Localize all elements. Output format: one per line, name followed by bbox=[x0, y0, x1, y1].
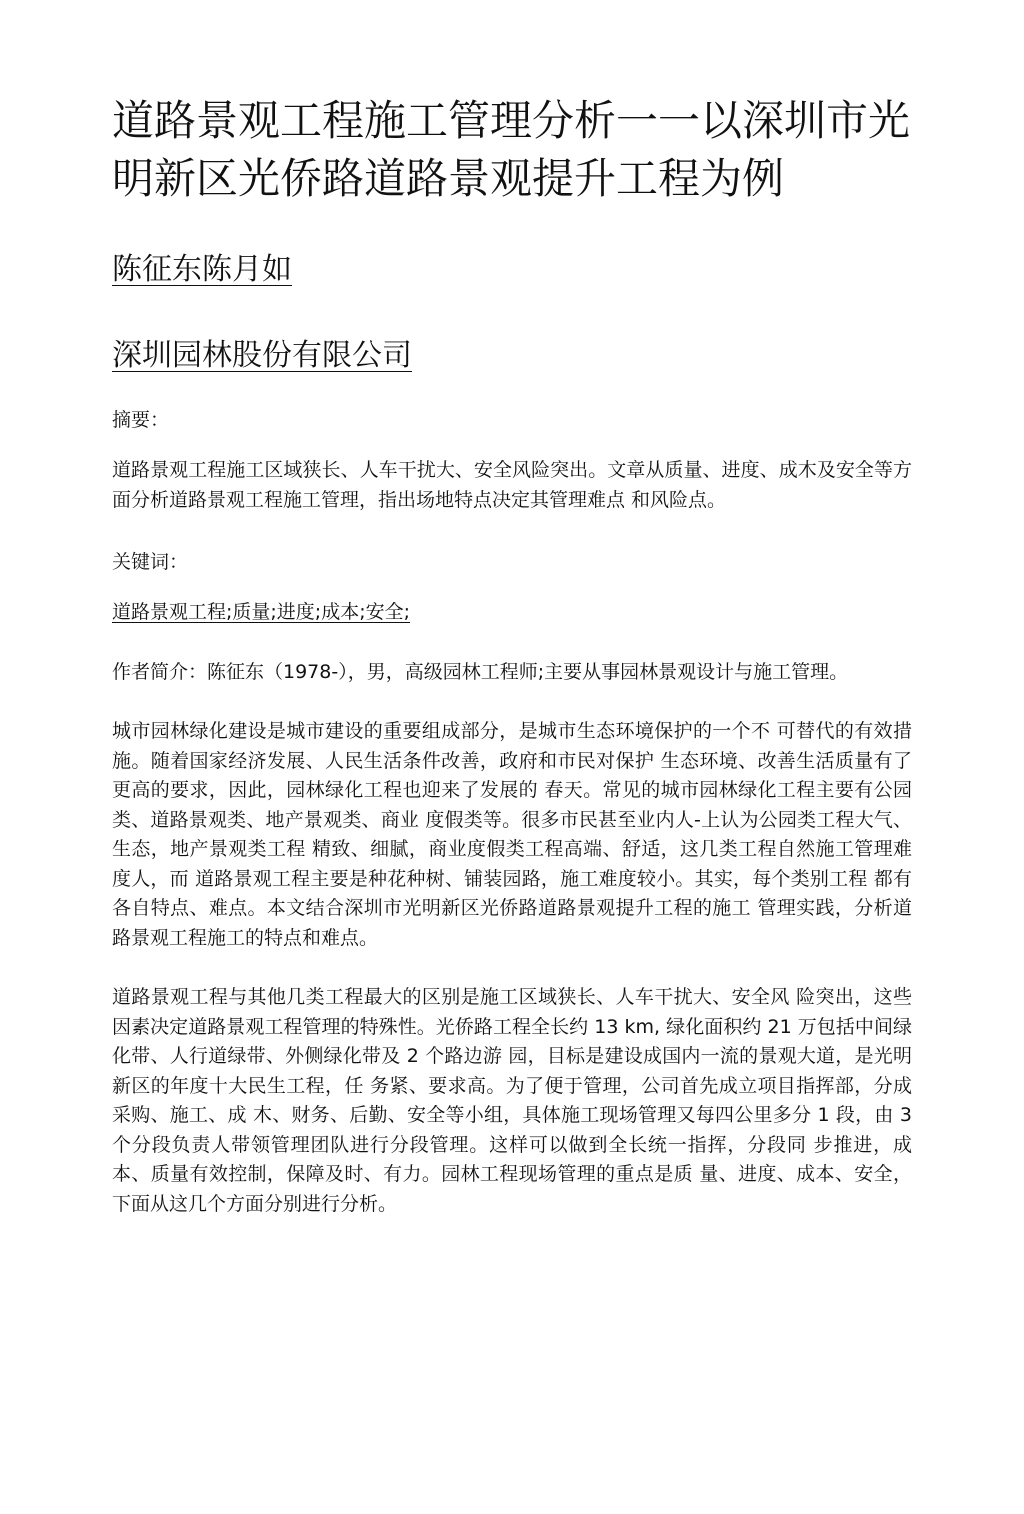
body-paragraph: 城市园林绿化建设是城市建设的重要组成部分，是城市生态环境保护的一个不 可替代的有效措施。随着国家经济发展、人民生活条件改善，政府和市民对保护 生态环境、改善生活质量有了更高的要求，因此，园林绿化工程也迎来了发展的 春天。常见的城市园林绿化工程主要有公园类、道路景观类、地产景观类、商业 度假类等。很多市民甚至业内人-上认为公园类工程大气、生态，地产景观类工程 精致、细腻，商业度假类工程高端、舒适，这几类工程自然施工管理难度人，而 道路景观工程主要是种花种树、铺装园路，施工难度较小。其实，每个类别工程 都有各自特点、难点。本文结合深圳市光明新区光侨路道路景观提升工程的施工 管理实践，分析道路景观工程施工的特点和难点。 bbox=[112, 720, 912, 949]
document-page bbox=[112, 92, 912, 1219]
author-organization: 深圳园林股份有限公司 bbox=[112, 338, 412, 373]
keywords-text: 道路景观工程;质量;进度;成本;安全; bbox=[112, 601, 411, 623]
keywords-label: 关键词： bbox=[112, 551, 189, 573]
author-names: 陈征东陈月如 bbox=[112, 252, 292, 287]
abstract-label: 摘要： bbox=[112, 409, 170, 431]
author-bio: 作者简介：陈征东（1978-），男，高级园林工程师;主要从事园林景观设计与施工管理。 bbox=[112, 660, 849, 683]
document-title: 道路景观工程施工管理分析一一以深圳市光明新区光侨路道路景观提升工程为例 bbox=[112, 96, 911, 203]
body-paragraph: 道路景观工程与其他几类工程最大的区别是施工区域狭长、人车干扰大、安全风 险突出，这些因素决定道路景观工程管理的特殊性。光侨路工程全长约 13 km, 绿化面积约 21 万包括中间绿化带、人行道绿带、外侧绿化带及 2 个路边游 园，目标是建设成国内一流的景观大道，是光明新区的年度十大民生工程，任 务紧、要求高。为了便于管理，公司首先成立项目指挥部，分成采购、施工、成 木、财务、后勤、安全等小组，具体施工现场管理又每四公里多分 1 段，由 3 个分段负责人带领管理团队进行分段管理。这样可以做到全长统一指挥，分段同 步推进，成本、质量有效控制，保障及时、有力。园林工程现场管理的重点是质 量、进度、成本、安全，下面从这几个方面分别进行分析。 bbox=[112, 986, 912, 1215]
abstract-text: 道路景观工程施工区域狭长、人车干扰大、安全风险突出。文章从质量、进度、成木及安全等方面分析道路景观工程施工管理，指出场地特点决定其管理难点 和风险点。 bbox=[112, 459, 912, 511]
